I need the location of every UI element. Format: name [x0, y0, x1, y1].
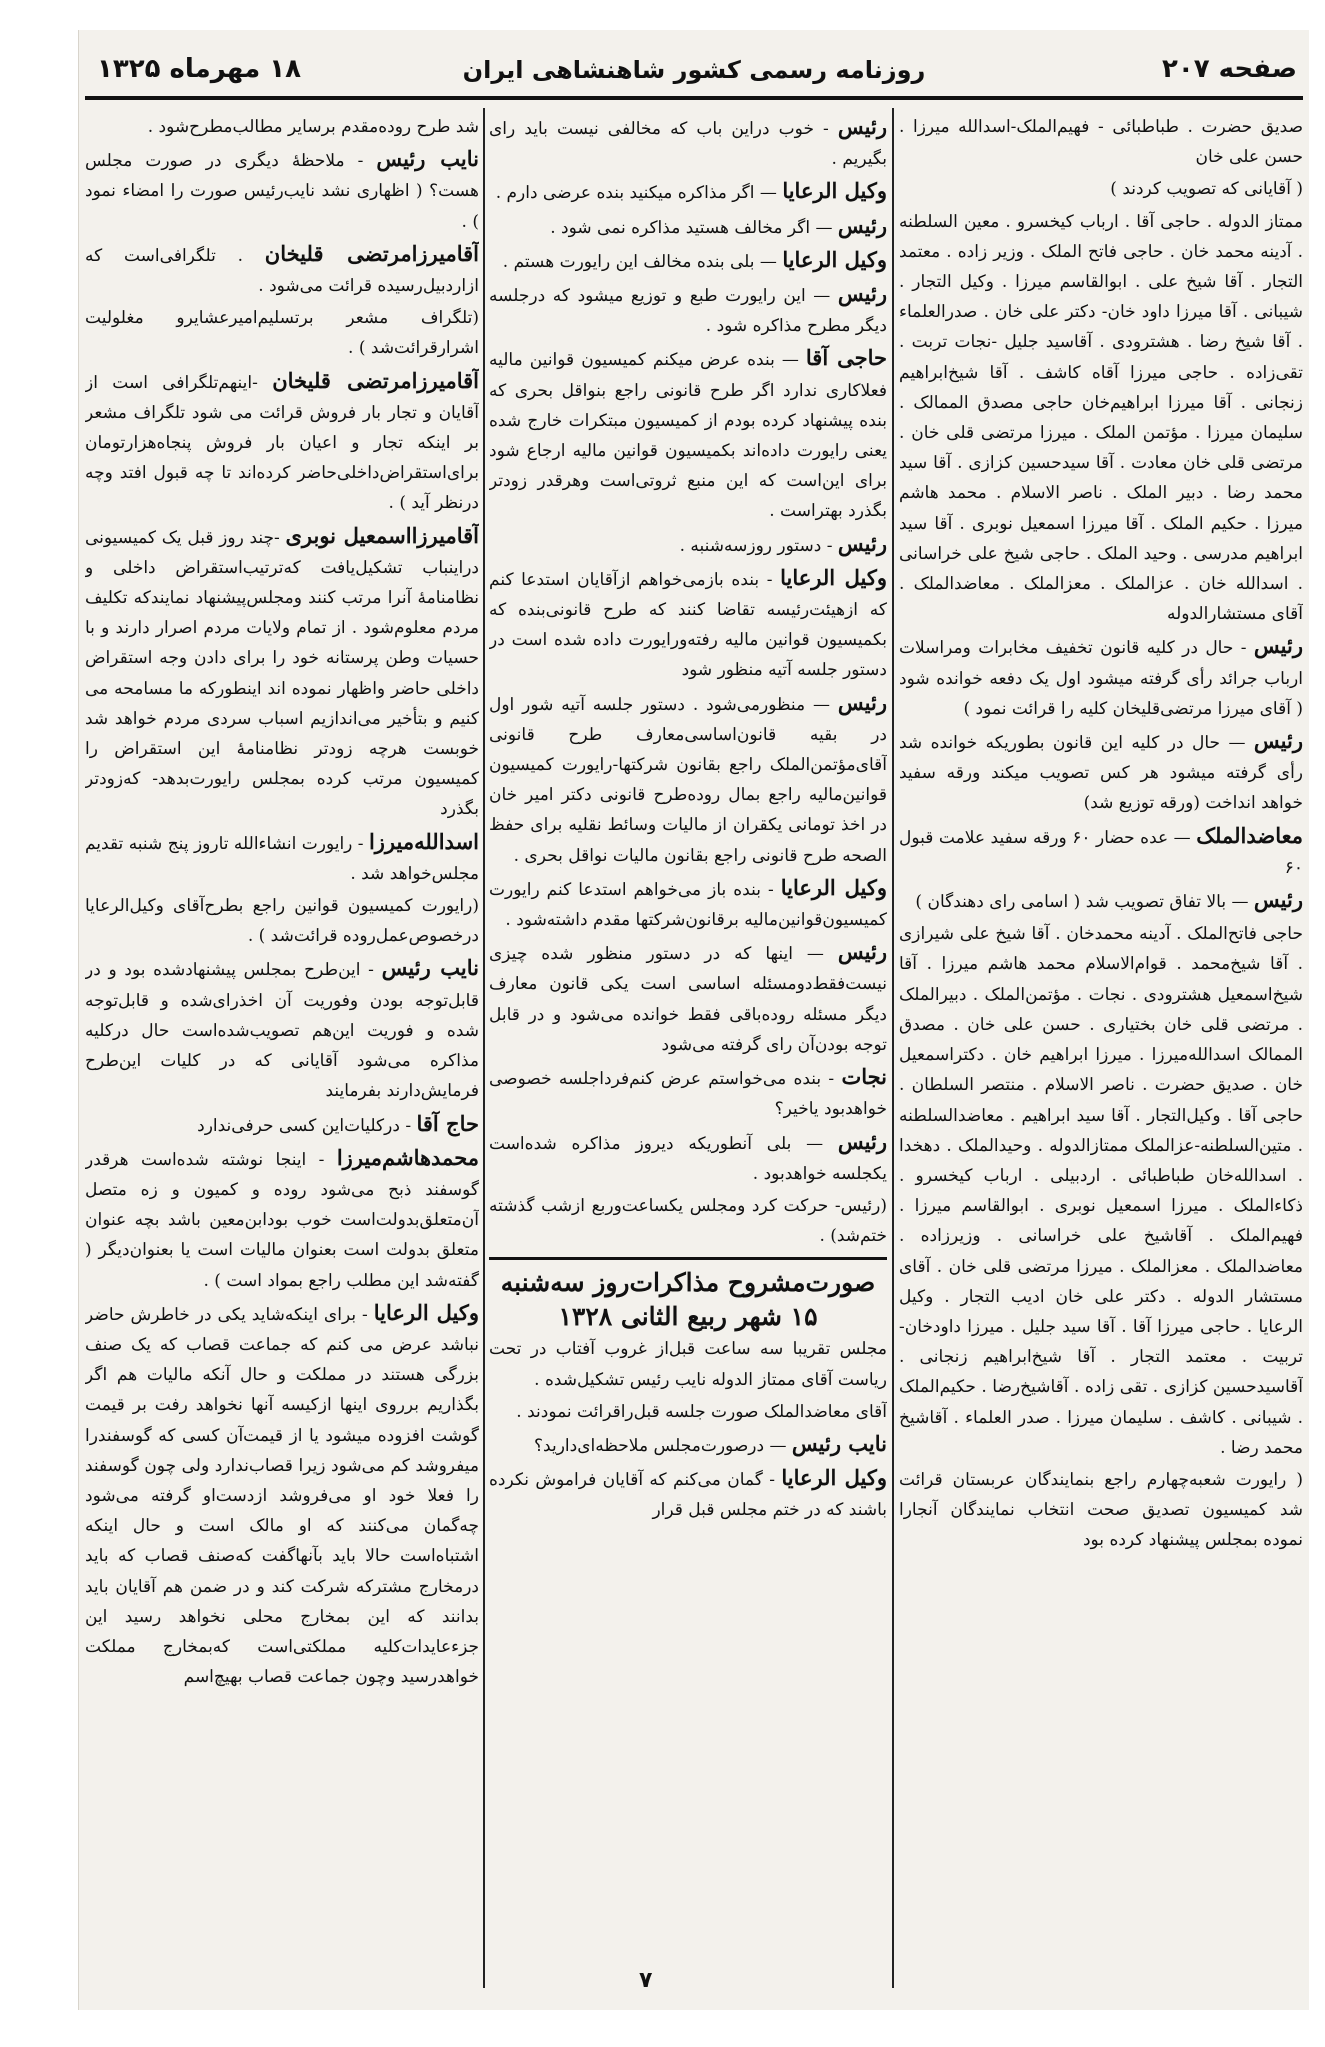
paragraph-text: آقای معاضدالملک صورت جلسه قبل‌راقرائت نمودند . [516, 1401, 887, 1422]
speaker-name: وکیل الرعایا [373, 1299, 479, 1325]
paragraph-text: — بلی بنده مخالف این رایورت هستم . [502, 251, 777, 272]
paragraph-text: — بلی آنطوریکه دیروز مذاکره شده‌است یکجلسه خواهدبود . [489, 1133, 887, 1184]
paragraph-text: -چند روز قبل یک کمیسیونی دراینباب تشکیل‌یافت که‌ترتیب‌استقراض داخلی و نظامنامهٔ آنرا مرتب کنند ومجلس‌پیشنهاد نمایندکه تکلیف مردم معلوم‌شود . از تمام ولایات مردم اصرار دارند و با حسیات وطن پرستانه خود را برای دادن وجه استقراض داخلی حاضر واظهار نموده اند اینطورکه ما مسامحه می کنیم و بتأخیر می‌اندازیم اسباب سردی مردم خواهد شد خوبست هرچه زودتر نظامنامهٔ این استقراض را کمیسیون مرتب کرده بمجلس رایورت‌بدهد- که‌زودتر بگذرد [85, 527, 479, 820]
speaker-name: آقامیرزامرتضی قلیخان [264, 240, 479, 266]
section-heading: صورت‌مشروح مذاکرات‌روز سه‌شنبه ۱۵ شهر ربیع الثانی ۱۳۲۸ [489, 1257, 887, 1334]
paragraph-text: صدیق حضرت . طباطبائی - فهیم‌الملک-اسدالله میرزا . حسن علی خان [899, 117, 1303, 168]
paragraph [85, 1298, 479, 1693]
paragraph-text: - بنده بازمی‌خواهم ازآقایان استدعا کنم که ازهیئت‌رئیسه تقاضا کنند که طرح قانونی‌بنده که بکمیسیون قوانین مالیه رفته‌ورایورت داده شده است در دستور جلسه آتیه منظور شود [489, 569, 887, 681]
speaker-name: وکیل الرعایا [782, 246, 887, 272]
paragraph [85, 891, 479, 951]
paragraph-text: - درکلیات‌این کسی حرفی‌ندارد [197, 1115, 412, 1136]
paragraph [489, 343, 887, 526]
speaker-name: وکیل الرعایا [782, 178, 887, 204]
paragraph-text: . تلگرافی‌است که ازاردبیل‌رسیده قرائت می‌شود . [85, 245, 479, 297]
paragraph [85, 521, 479, 825]
paragraph-text: - خوب دراین باب که مخالفی نیست باید رای بگیریم . [489, 119, 887, 170]
paragraph [899, 726, 1303, 819]
paragraph [899, 207, 1303, 630]
paragraph-text: مجلس تقریبا سه ساعت قبل‌از غروب آفتاب در تحت ریاست آقای ممتاز الدوله نایب رئیس تشکیل‌شده . [489, 1339, 887, 1390]
paragraph [899, 112, 1303, 172]
paragraph [489, 1429, 887, 1461]
paragraph [85, 953, 479, 1106]
paragraph-text: — درصورت‌مجلس ملاحظه‌ای‌دارید؟ [534, 1435, 787, 1456]
paragraph [899, 919, 1303, 1463]
paragraph [489, 1334, 887, 1394]
column-middle [489, 112, 887, 1982]
speaker-name: وکیل الرعایا [780, 874, 887, 900]
newspaper-title: روزنامه رسمی کشور شاهنشاهی ایران [462, 56, 926, 84]
newspaper-page [78, 30, 1309, 2010]
paragraph-text: — حال در کلیه این قانون بطوریکه خوانده شد رأی گرفته میشود هر کس تصویب میکند ورقه سفید خواهد انداخت (ورقه توزیع شد) [899, 733, 1303, 814]
paragraph [899, 631, 1303, 724]
paragraph-text: - بنده می‌خواستم عرض کنم‌فردا‌جلسه خصوصی خواهدبود یاخیر؟ [489, 1069, 887, 1120]
paragraph-text: ( رایورت شعبه‌چهارم راجع بنمایندگان عربستان قرائت شد کمیسیون تصدیق صحت انتخاب نمایندگان آنجارا نموده بمجلس پیشنهاد کرده بود [899, 1469, 1303, 1551]
speaker-name: رئیس [837, 281, 887, 307]
speaker-name: وکیل الرعایا [781, 1465, 887, 1491]
paragraph-text: - دستور روزسه‌شنبه . [679, 535, 833, 556]
speaker-name: اسدالله‌میرزا [368, 828, 479, 854]
paragraph [899, 821, 1303, 883]
paragraph-text: — منظورمی‌شود . دستور جلسه آتیه شور اول در بقیه قانون‌اساسی‌معارف طرح قانونی آقای‌مؤتمن‌الملک راجع بقانون شرکتها-رایورت کمیسیون قوانین‌مالیه راجع بمال روده‌طرح قانونی دکتر امیر خان در اخذ تومانی یکقران از مالیات وسائط نقلیه برای حفظ الصحه طرح قانونی راجع بقانون مالیات نواقل بحری . [489, 694, 887, 866]
masthead [79, 50, 1309, 90]
speaker-name: نجات [841, 1064, 887, 1090]
issue-date: ۱۸ مهرماه ۱۳۲۵ [97, 54, 301, 84]
paragraph-text: — بنده عرض میکنم کمیسیون قوانین مالیه‌ فعلاکاری ندارد اگر طرح قانونی راجع بنواقل بحری که بنده پیشنهاد کرده بودم از کمیسیون مبتکرات خارج شده یعنی رایورت داده‌اند بکمیسیون قوانین مالیه ارجاع شود برای این‌است که این‌ منبع‌ ثروتی‌است وهرقدر زودتر بگذرد بهتراست . [489, 350, 887, 522]
paragraph [489, 211, 887, 243]
paragraph-text: - ملاحظهٔ دیگری در صورت مجلس هست؟ ( اظهاری نشد نایب‌رئیس صورت را امضاء نمود ) . [85, 151, 479, 232]
column-divider [892, 108, 894, 1988]
paragraph [489, 937, 887, 1060]
speaker-name: وکیل الرعایا [780, 564, 887, 590]
column-right [899, 112, 1303, 1982]
paragraph [489, 112, 887, 174]
paragraph [85, 303, 479, 363]
paragraph-text: — اگر مذاکره میکنید بنده عرضی دارم . [495, 183, 777, 204]
speaker-name: نایب رئیس [381, 955, 479, 981]
paragraph-text: ممتاز الدوله . حاجی آقا . ارباب کیخسرو . معین السلطنه . آدینه محمد خان . حاجی فاتح الملک . وزیر زاده . معتمد التجار . آقا شیخ علی . ابوالقاسم میرزا . وکیل التجار . شیبانی . آقا میرزا داود خان- دکتر علی خان . صدرالعلماء . آقا شیخ رضا . هشترودی . آقاسید جلیل -نجات تربت . تقی‌زاده . حاجی میرزا آقاه کاشف . آقا شیخ‌ابراهیم زنجانی . آقا میرزا ابراهیم‌خان حاجی مصدق الممالک . سلیمان میرزا . مؤتمن الملک . میرزا مرتضی قلی خان . مرتضی قلی خان معادت . آقا سیدحسین کزازی . آقا سید محمد رضا . دبیر الملک . ناصر الاسلام . محمد هاشم میرزا . حکیم الملک . آقا میرزا اسمعیل نوبری . آقا سید ابراهیم مدرسی . وحید الملک . حاجی شیخ علی خراسانی . اسدالله خان . عزالملک . معزالملک . معاضدالملک . آقای مستشارالدوله [899, 211, 1303, 625]
paragraph [489, 1191, 887, 1251]
speaker-name: محمدهاشم‌میرزا [336, 1144, 479, 1170]
paragraph-text: شد طرح روده‌مقدم برسایر مطالب‌مطرح‌شود . [147, 117, 479, 137]
speaker-name: رئیس [1253, 887, 1303, 913]
paragraph-text: - این‌طرح بمجلس پیشنهادشده بود و در قابل‌توجه بودن وفوریت آن اخذرای‌شده و قابل‌توجه شده و فوریت این‌هم تصویب‌شده‌است حال در‌کلیه مذاکره می‌شود آقایانی که در کلیات این‌طرح فرمایش‌دارند بفرمایند [85, 960, 479, 1102]
column-left [85, 112, 479, 1982]
paragraph [489, 1397, 887, 1427]
paragraph [899, 174, 1303, 204]
paragraph [85, 239, 479, 301]
paragraph-text: (رایورت کمیسیون قوانین راجع بطرح‌آقای وکیل‌الرعایا درخصوص‌عمل‌روده قرائت‌شد ) . [85, 896, 479, 947]
paragraph [489, 1127, 887, 1189]
paragraph-text: (رئیس- حرکت کرد ومجلس یکساعت‌وربع ازشب گذشته ختم‌شد) . [489, 1195, 887, 1247]
speaker-name: رئیس [837, 114, 887, 139]
paragraph-text: — اینها که در دستور منظور شده چیزی نیست‌فقط‌دومسئله اساسی است یکی قانون معارف دیگر مسئله روده‌باقی‌ فقط خوانده می‌شود و در قابل توجه بودن‌آن رای گرفته می‌شود [489, 944, 887, 1055]
speaker-name: رئیس [837, 212, 887, 238]
paragraph-text: — عده حضار ۶۰ ورقه سفید علامت قبول ۶۰ [899, 827, 1303, 878]
paragraph-text: - حال در کلیه قانون تخفیف مخابرات ومراسلات ارباب جرائد رأی گرفته میشود اول یک دفعه خوانده شود ( آقای میرزا مرتضی‌قلیخان کلیه را قرائت نمود ) [899, 638, 1303, 719]
page-number: ۷ [639, 1968, 653, 1993]
speaker-name: نایب رئیس [376, 146, 479, 172]
speaker-name: رئیس [1253, 728, 1303, 754]
paragraph [85, 366, 479, 519]
column-divider [483, 108, 485, 1988]
paragraph [489, 529, 887, 561]
speaker-name: معاضدالملک [1196, 822, 1303, 848]
paragraph [85, 112, 479, 142]
speaker-name: رئیس [837, 530, 887, 556]
speaker-name: حاج آقا [416, 1110, 479, 1136]
paragraph [899, 1465, 1303, 1556]
paragraph-text: - برای اینکه‌شاید یکی در خاطرش حاضر نباشد عرض می کنم که جماعت قصاب که یک صنف بزرگی هستند در مملکت و حال آنکه مالیات هم اگر بگذاریم برروی اینها ازکیسه آنها نخواهد رفت بر قیمت گوشت افزوده میشود یا از قیمت‌آن کسی‌ که گوسفندرا میفروشد کم می‌شود زیرا قصاب‌ندارد ولی چون گوسفند را فعلا خود او می‌فروشد ازدست‌او گرفته می‌شود چه‌گمان می‌کنند که او مالک است و حال اینکه اشتباه‌است حالا باید بآنها‌گفت که‌صنف قصاب که باید درمخارج مشترکه شرکت کند و در ضمن هم آقایان باید بدانند که این بمخارج محلی نخواهد رسید این جزءعایدات‌کلیه مملکتی‌است که‌بمخارج مملکت خواهدرسید وچون جماعت قصاب بهیچ‌اسم [85, 1304, 479, 1688]
paragraph-text: - بنده باز می‌خواهم استدعا کنم رایورت کمیسیون‌قوانین‌مالیه برقانون‌شرکتها مقدم داشته‌شود . [489, 879, 887, 931]
paragraph [85, 1109, 479, 1141]
paragraph-text: - گمان می‌کنم که آقایان فراموش نکرده باشند که در ختم مجلس قبل قرار [489, 1470, 887, 1521]
paragraph-text: — اگر مخالف هستید مذاکره نمی شود . [550, 217, 833, 238]
paragraph-text: حاجی فاتح‌الملک . آدینه محمدخان . آقا شیخ علی شیرازی . آقا شیخ‌محمد . قوام‌الاسلام محمد هاشم میرزا . آقا شیخ‌اسمعیل هشترودی . نجات . مؤتمن‌الملک . دبیرالملک . مرتضی قلی خان بختیاری . حسن علی خان . مصدق الممالک اسدالله‌میرزا . میرزا ابراهیم خان . دکتراسمعیل خان . صدیق حضرت . ناصر الاسلام . منتصر السلطان . حاجی آقا . وکیل‌التجار . آقا سید ابراهیم . معاضدالسلطنه . متین‌السلطنه-عزالملک ممتازالدوله . وحیدالملک . دهخدا . اسدالله‌خان طباطبائی . اردبیلی . ارباب کیخسرو . ذکاءالملک . میرزا اسمعیل نوبری . ابوالقاسم میرزا . فهیم‌الملک . آقاشیخ علی خراسانی . وزیرزاده . معاضدالملک . معزالملک . میرزا مرتضی قلی خان . آقای مستشار الدوله . دکتر علی خان ادیب التجار . وکیل الرعایا . حاجی میرزا آقا . آقا سید جلیل . میرزا داودخان- تربیت . معتمد التجار . آقا شیخ‌ابراهیم زنجانی . آقاسیدحسین کزازی . تقی زاده . آقاشیخ‌رضا . حکیم‌الملک . شیبانی . کاشف . سلیمان میرزا . صدر العلماء . آقاشیخ محمد رضا . [899, 924, 1303, 1458]
paragraph-text: (تلگراف مشعر برتسلیم‌امیرعشایرو مغلولیت اشرارقرائت‌شد ) . [85, 308, 479, 359]
page-label: صفحه ۲۰۷ [1161, 54, 1297, 84]
speaker-name: حاجی آقا [805, 345, 887, 371]
paragraph [489, 279, 887, 341]
speaker-name: رئیس [837, 689, 887, 715]
paragraph [85, 1143, 479, 1296]
speaker-name: نایب رئیس [791, 1430, 887, 1456]
paragraph [899, 885, 1303, 917]
paragraph [489, 245, 887, 277]
paragraph [489, 873, 887, 935]
speaker-name: آقامیرزااسمعیل نوبری [285, 522, 479, 548]
paragraph-text: -اینهم‌تلگرافی است از آقایان و تجار بار فروش قرائت می شود تلگراف مشعر بر اینکه تجار و اعیان بار فروش پنجاه‌هزارتومان برای‌استقراض‌داخلی‌حاضر کرده‌اند تا چه قبول افتد وچه درنظر آید ) . [85, 372, 479, 514]
paragraph [85, 827, 479, 889]
speaker-name: رئیس [837, 1128, 887, 1154]
paragraph [489, 1062, 887, 1124]
paragraph [489, 563, 887, 686]
paragraph [489, 176, 887, 208]
speaker-name: رئیس [1253, 633, 1303, 659]
paragraph-text: — این رایورت طبع و توزیع میشود که درجلسه دیگر مطرح مذاکره شود . [489, 286, 887, 337]
paragraph-text: - رایورت انشاءالله تاروز پنج شنبه تقدیم مجلس‌خواهد شد . [85, 833, 479, 884]
speaker-name: آقامیرزامرتضی قلیخان [272, 367, 479, 393]
paragraph-text: - اینجا نوشته شده‌است هرقدر گوسفند ذبح می‌شود روده و کمیون و زه متصل آن‌متعلق‌بدولت‌است خوب بودابن‌معین باشد بچه عنوان متعلق بدولت است بعنوان مالیات است یا بعنوان‌دیگر ( گفته‌شد این مطلب راجع بمواد است ) . [85, 1149, 479, 1291]
paragraph-text: — بالا تفاق تصویب شد ( اسامی رای دهندگان ) [915, 892, 1249, 913]
paragraph [85, 144, 479, 237]
paragraph [489, 688, 887, 871]
masthead-rule [85, 96, 1303, 100]
paragraph [489, 1463, 887, 1525]
paragraph-text: ( آقایانی که تصویب کردند ) [1110, 179, 1303, 200]
speaker-name: رئیس [837, 939, 887, 965]
